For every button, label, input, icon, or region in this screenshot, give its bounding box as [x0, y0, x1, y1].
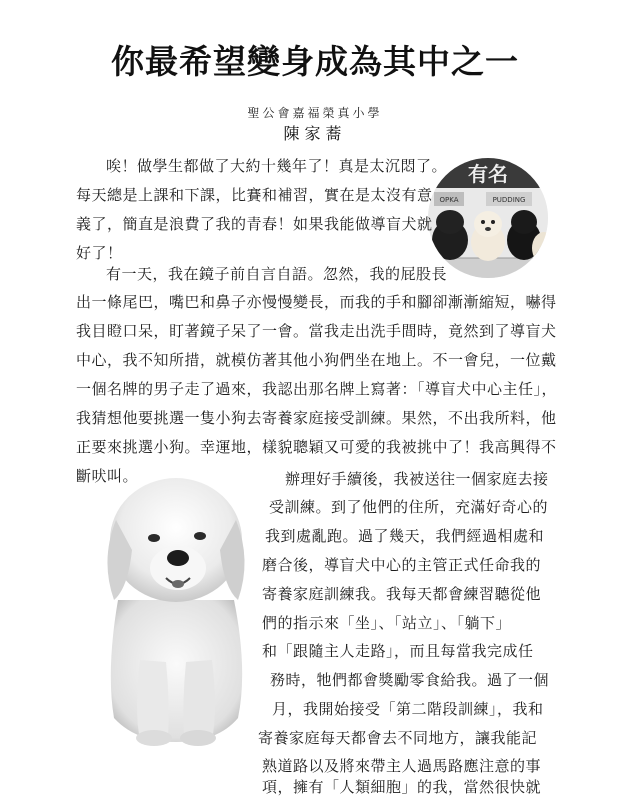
paragraph-2-line-2: 出一條尾巴，嘴巴和鼻子亦慢慢變長，而我的手和腳卻漸漸縮短，嚇得 — [76, 293, 557, 311]
paragraph-2-line-8: 斷吠叫。 — [76, 467, 139, 485]
paragraph-3-line-4: 磨合後，導盲犬中心的主管正式任命我的 — [262, 556, 542, 574]
paragraph-2-line-1: 有一天，我在鏡子前自言自語。忽然，我的屁股長 — [106, 265, 448, 283]
paragraph-3-line-2: 受訓練。到了他們的住所，充滿好奇心的 — [269, 498, 549, 516]
paragraph-3-line-10: 寄養家庭每天都會去不同地方，讓我能記 — [258, 729, 538, 747]
author-name: 陳家蕎 — [283, 124, 347, 143]
photo-sign-right: PUDDING — [492, 196, 526, 204]
paragraph-2-line-6: 我猜想他要挑選一隻小狗去寄養家庭接受訓練。果然，不出我所料，他 — [76, 409, 557, 427]
paragraph-2-line-4: 中心，我不知所措，就模仿著其他小狗們坐在地上。不一會兒，一位戴 — [76, 351, 557, 369]
puppy-illustration-icon — [96, 450, 256, 750]
paragraph-3-line-8: 務時，牠們都會獎勵零食給我。過了一個 — [270, 671, 550, 689]
paragraph-3-line-7: 和「跟隨主人走路」，而且每當我完成任 — [262, 642, 534, 660]
paragraph-1-line-4: 好了！ — [76, 244, 123, 262]
puppies-illustration-icon — [428, 158, 548, 278]
photo-sign-left: OPKA — [439, 196, 459, 204]
paragraph-1-line-2: 每天總是上課和下課，比賽和補習，實在是太沒有意 — [76, 186, 433, 204]
puppies-circle-photo — [428, 158, 548, 278]
paragraph-3-line-6: 們的指示來「坐」、「站立」、「躺下」 — [262, 614, 512, 632]
photo-banner-text: 有名 — [468, 162, 508, 186]
paragraph-3-line-9: 月，我開始接受「第二階段訓練」，我和 — [272, 700, 544, 718]
paragraph-2-line-5: 一個名牌的男子走了過來，我認出那名牌上寫著：「導盲犬中心主任」， — [76, 380, 558, 398]
golden-puppy-photo — [96, 450, 256, 750]
paragraph-1-line-3: 義了，簡直是浪費了我的青春！如果我能做導盲犬就 — [76, 215, 433, 233]
school-name: 聖公會嘉福榮真小學 — [247, 106, 383, 120]
paragraph-3-line-1: 辦理好手續後，我被送往一個家庭去接 — [285, 470, 549, 488]
paragraph-2-line-3: 我目瞪口呆，盯著鏡子呆了一會。當我走出洗手間時，竟然到了導盲犬 — [76, 322, 557, 340]
paragraph-3-line-11: 熟道路以及將來帶主人過馬路應注意的事 — [262, 757, 542, 775]
paragraph-3-line-12: 項，擁有「人類細胞」的我，當然很快就 — [262, 778, 542, 796]
paragraph-2-line-7: 正要來挑選小狗。幸運地，樣貌聰穎又可愛的我被挑中了！我高興得不 — [76, 438, 557, 456]
article-title: 你最希望變身成為其中之一 — [111, 42, 519, 81]
paragraph-1-line-1: 唉！做學生都做了大約十幾年了！真是太沉悶了。 — [106, 157, 448, 175]
paragraph-3-line-3: 我到處亂跑。過了幾天，我們經過相處和 — [265, 527, 545, 545]
paragraph-3-line-5: 寄養家庭訓練我。我每天都會練習聽從他 — [262, 585, 542, 603]
